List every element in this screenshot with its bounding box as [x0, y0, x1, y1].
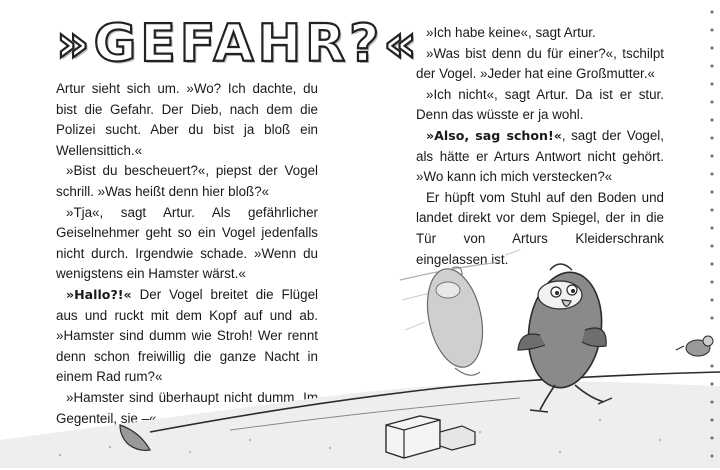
- paragraph-text: »Tja«, sagt Artur. Als gefährlicher Geiselnehmer geht so ein Vogel jedenfalls nicht durch. Irgendwie schade. »Wenn du wenigstens ein Hamster wärst.«: [56, 204, 318, 282]
- page-edge-dots: [700, 0, 720, 468]
- mirror-budgie-reflection: [419, 264, 491, 376]
- paragraph-text: , sagt der Vogel, als hätte er Arturs Antwort nicht gehört. »Wo kann ich mich verstecken?«: [416, 127, 664, 185]
- shout-text: »Hallo?!«: [66, 286, 132, 302]
- paragraph-text: Artur sieht sich um. »Wo? Ich dachte, du bist die Gefahr. Der Dieb, nach dem die Polizei sucht. Aber du bist ja bloß ein Wellensittich.«: [56, 81, 318, 158]
- shout-text: »Also, sag schon!«: [426, 127, 562, 143]
- paragraph-text: Der Vogel breitet die Flügel aus und ruckt mit dem Kopf auf und ab. »Hamster sind dumm wie Stroh! Wer rennt denn schon freiwillig die ganze Nacht in einem Rad rum?«: [56, 286, 318, 385]
- paragraph-text: »Was bist denn du für einer?«, tschilpt der Vogel. »Jeder hat eine Großmutter.«: [416, 45, 664, 82]
- paragraph-text: »Ich habe keine«, sagt Artur.: [426, 25, 596, 40]
- chapter-heading: »GEFAHR?«: [56, 14, 421, 74]
- paragraph-text: »Hamster sind überhaupt nicht dumm. Im Gegenteil, sie –«: [56, 389, 318, 426]
- paragraph-text: »Ich nicht«, sagt Artur. Da ist er stur. Denn das wüsste er ja wohl.: [416, 86, 664, 123]
- paragraph-text: »Bist du bescheuert?«, piepst der Vogel schrill. »Was heißt denn hier bloß?«: [56, 163, 318, 199]
- floor: [0, 381, 720, 468]
- paragraph-text: Er hüpft vom Stuhl auf den Boden und landet direkt vor dem Spiegel, der in die Tür von Arturs Kleiderschrank eingelassen ist.: [416, 189, 664, 267]
